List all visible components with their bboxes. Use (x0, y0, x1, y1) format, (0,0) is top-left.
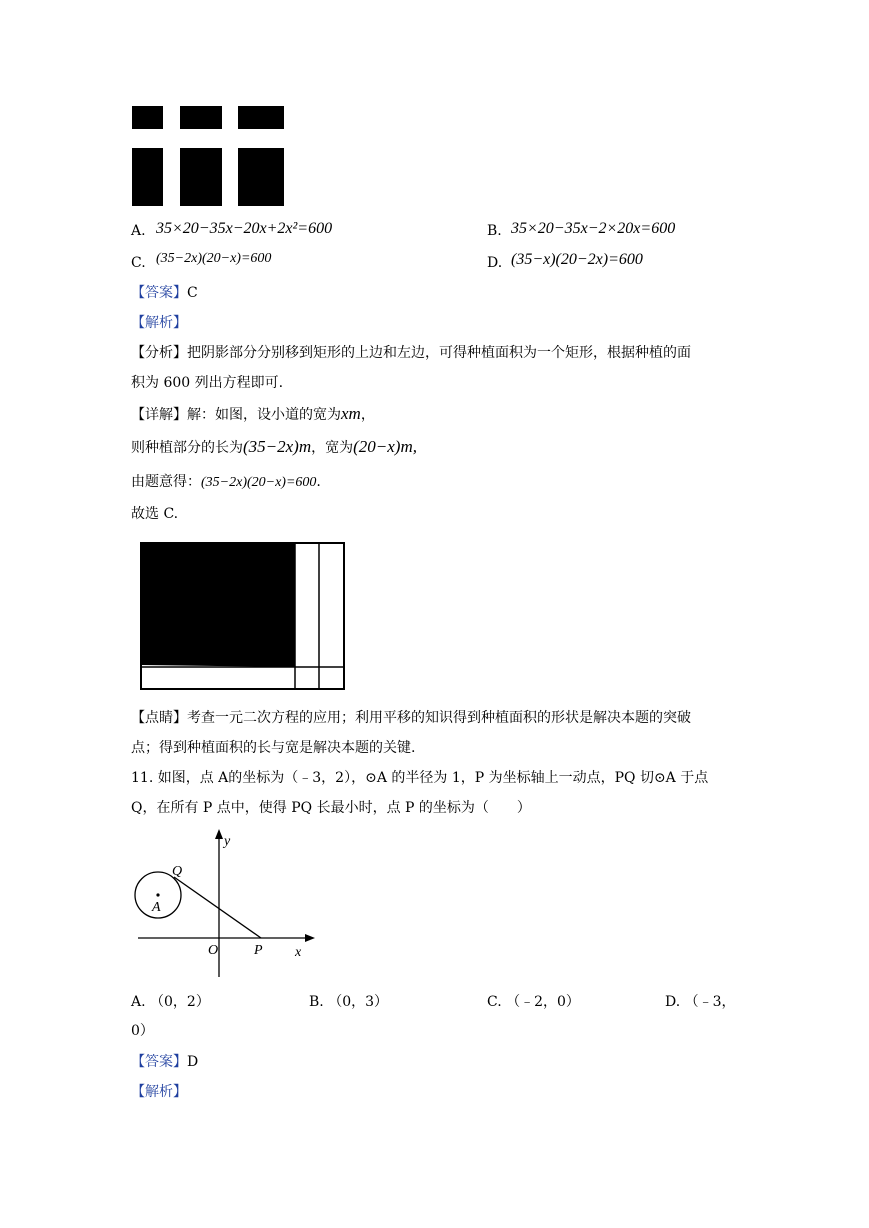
q11-option-a: A. （0，2） (131, 994, 210, 1010)
detail-math-length: (35−2x)m (243, 437, 312, 456)
q11-stem-line-1: 11. 如图，点 A的坐标为（﹣3，2），⊙A 的半径为 1，P 为坐标轴上一动点，PQ 切⊙A 于点 (131, 770, 709, 786)
block-top-left (132, 106, 163, 129)
option-b-label: B. (487, 223, 502, 239)
answer-line (131, 283, 198, 303)
block-bottom-right (238, 148, 284, 206)
option-b-expression: 35×20−35x−2×20x=600 (511, 220, 676, 237)
detail-math-xm: xm (341, 404, 361, 423)
fenxi-line-2: 积为 600 列出方程即可. (131, 375, 284, 391)
y-axis-arrow (215, 829, 223, 839)
planted-area (141, 543, 295, 667)
option-a-label: A. (131, 223, 146, 239)
label-a: A (152, 900, 161, 915)
detail-text-2a: 则种植部分的长为 (131, 440, 243, 456)
q11-option-d-continued: 0） (131, 1023, 154, 1039)
detail-math-width: (20−x)m, (353, 437, 417, 456)
fenxi-text-1: 把阴影部分分别移到矩形的上边和左边，可得种植面积为一个矩形，根据种植的面 (187, 345, 691, 361)
block-top-middle (180, 106, 222, 129)
comment-line-1 (131, 708, 691, 728)
center-a-point (156, 893, 159, 896)
q11-stem-line-2: Q，在所有 P 点中，使得 PQ 长最小时，点 P 的坐标为（ ） (131, 800, 531, 816)
label-q: Q (172, 864, 183, 879)
detail-text-3a: 由题意得： (131, 474, 201, 490)
block-bottom-middle (180, 148, 222, 206)
option-d-label: D. (487, 255, 503, 271)
q11-analysis-tag: 【解析】 (131, 1084, 187, 1100)
detail-text-2b: ，宽为 (311, 440, 354, 456)
detail-text-1: 解：如图，设小道的宽为 (187, 407, 341, 423)
comment-tag: 【点睛】 (131, 710, 187, 726)
detail-line-1 (131, 404, 375, 425)
q11-option-c: C. （﹣2，0） (487, 994, 580, 1010)
detail-line-4: 故选 C. (131, 506, 179, 522)
q11-option-d: D. （﹣3， (665, 994, 736, 1010)
label-y: y (224, 834, 231, 849)
label-o: O (208, 943, 219, 958)
block-bottom-left (132, 148, 163, 206)
detail-tag: 【详解】 (131, 407, 187, 423)
label-x: x (295, 945, 302, 960)
tangent-segment-pq (174, 877, 261, 938)
option-a-expression: 35×20−35x−20x+2x²=600 (156, 220, 333, 237)
fenxi-line-1 (131, 343, 691, 363)
detail-text-1-end: ， (360, 407, 375, 423)
option-c-expression: (35−2x)(20−x)=600 (156, 251, 272, 266)
block-top-right (238, 106, 284, 129)
figure-circle-tangent (130, 825, 330, 985)
answer-tag: 【答案】 (131, 285, 187, 301)
q11-answer-tag: 【答案】 (131, 1054, 187, 1070)
x-axis-arrow (305, 934, 315, 942)
answer-value: C (187, 285, 198, 301)
label-p: P (254, 943, 263, 958)
detail-line-2 (131, 437, 417, 458)
detail-line-3 (131, 472, 321, 493)
q11-answer-line (131, 1052, 198, 1072)
detail-text-3-end: . (316, 474, 321, 490)
fenxi-tag: 【分析】 (131, 345, 187, 361)
figure-rearranged-rectangle (138, 540, 348, 692)
comment-text-1: 考查一元二次方程的应用；利用平移的知识得到种植面积的形状是解决本题的突破 (187, 710, 691, 726)
analysis-tag: 【解析】 (131, 315, 187, 331)
q11-option-b: B. （0，3） (309, 994, 389, 1010)
option-d-expression: (35−x)(20−2x)=600 (511, 251, 643, 268)
q11-answer-value: D (187, 1054, 199, 1070)
detail-math-equation: (35−2x)(20−x)=600 (201, 475, 317, 490)
option-c-label: C. (131, 255, 146, 271)
comment-line-2: 点；得到种植面积的长与宽是解决本题的关键. (131, 740, 416, 756)
